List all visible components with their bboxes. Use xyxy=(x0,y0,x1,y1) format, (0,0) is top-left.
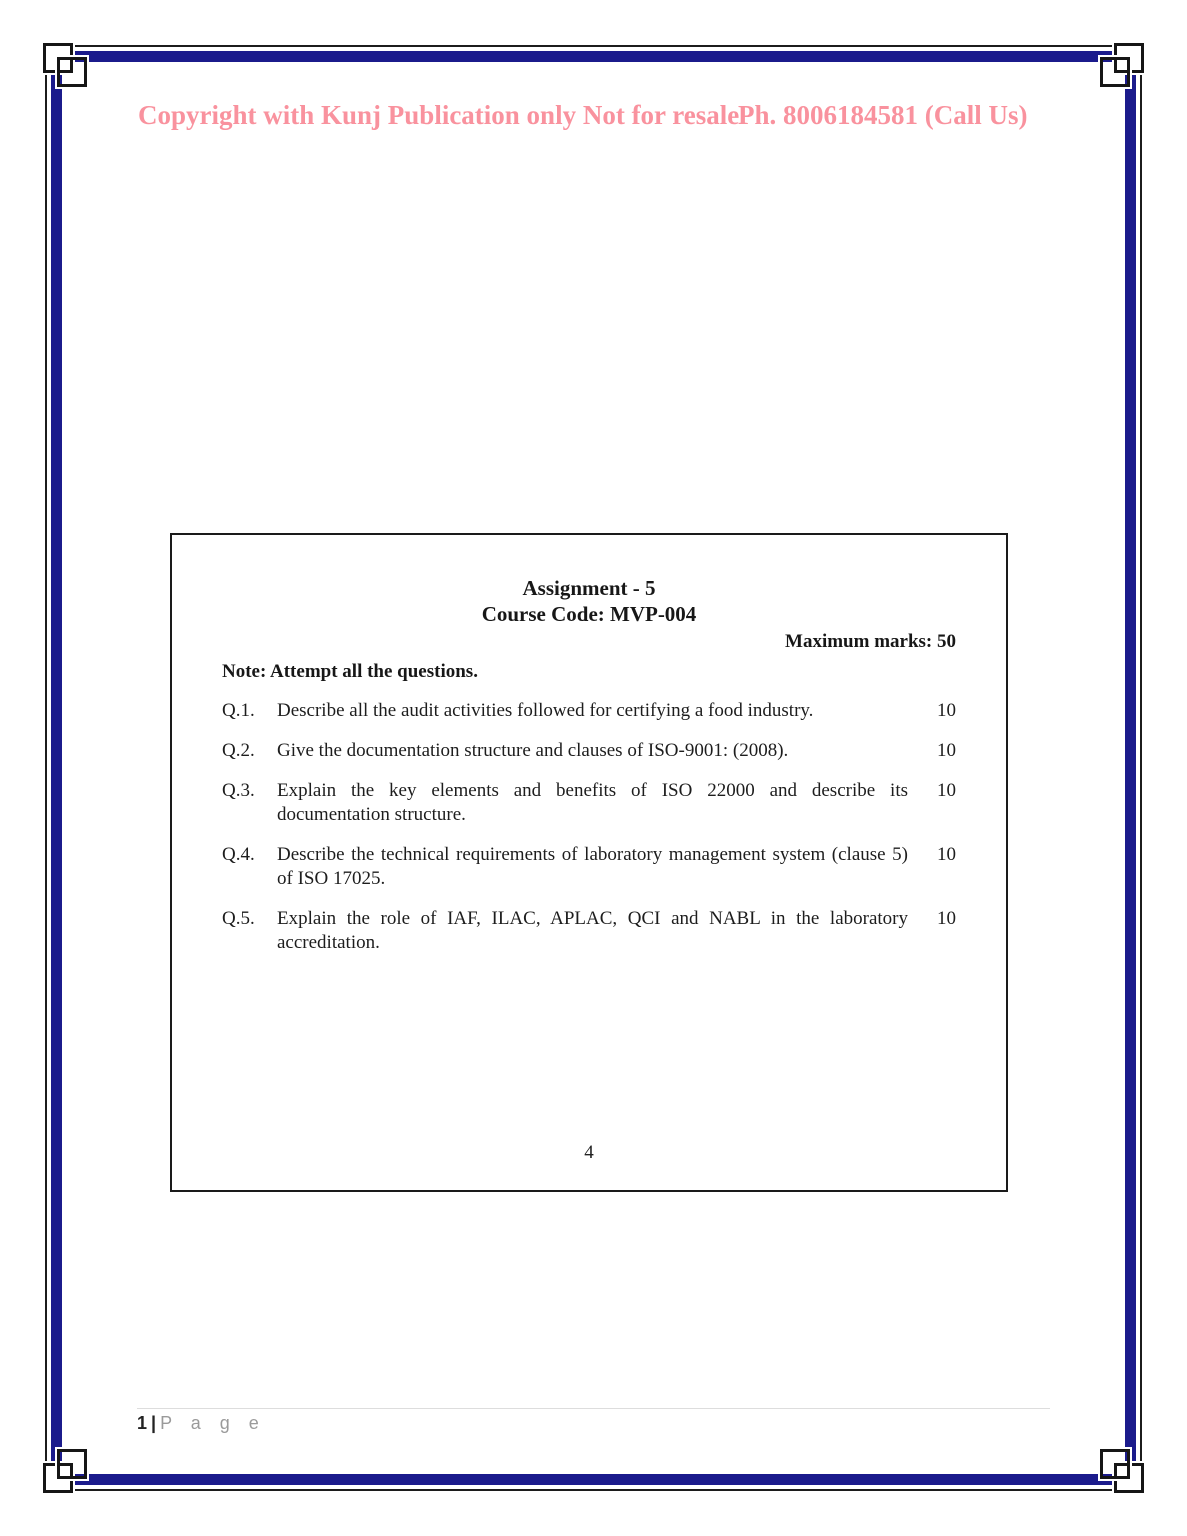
footer-page-label xyxy=(137,1413,266,1434)
corner-ornament-top-right-inner xyxy=(1100,57,1130,87)
copyright-text: Copyright with Kunj Publication only Not for resale xyxy=(138,100,740,130)
corner-ornament-bottom-right-inner xyxy=(1100,1449,1130,1479)
question-text: Explain the role of IAF, ILAC, APLAC, QCI and NABL in the laboratory accreditation. xyxy=(277,908,908,953)
question-number: Q.5. xyxy=(222,908,255,929)
question-number: Q.4. xyxy=(222,844,255,865)
course-code: Course Code: MVP-004 xyxy=(481,602,697,626)
inner-page-number: 4 xyxy=(584,1142,594,1163)
copyright-header xyxy=(138,100,1067,131)
question-marks: 10 xyxy=(937,740,956,761)
question-text: Give the documentation structure and clauses of ISO-9001: (2008). xyxy=(277,740,789,761)
question-row xyxy=(222,699,956,723)
question-row xyxy=(222,779,956,827)
corner-ornament-bottom-left-inner xyxy=(57,1449,87,1479)
question-marks: 10 xyxy=(937,908,956,929)
footer-page-number: 1 xyxy=(137,1413,150,1433)
max-marks: Maximum marks: 50 xyxy=(785,631,956,652)
footer-divider xyxy=(137,1408,1050,1409)
question-text: Describe all the audit activities followed for certifying a food industry. xyxy=(277,700,814,721)
question-number: Q.2. xyxy=(222,740,255,761)
question-row xyxy=(222,907,956,955)
question-text: Describe the technical requirements of laboratory management system (clause 5) of ISO 17025. xyxy=(277,844,908,889)
question-row xyxy=(222,843,956,891)
assignment-title: Assignment - 5 xyxy=(522,576,656,600)
question-marks: 10 xyxy=(937,844,956,865)
corner-ornament-top-left-inner xyxy=(57,57,87,87)
question-list xyxy=(222,699,956,955)
question-number: Q.1. xyxy=(222,700,255,721)
phone-text: Ph. 8006184581 (Call Us) xyxy=(738,100,1028,130)
question-marks: 10 xyxy=(937,780,956,801)
question-number: Q.3. xyxy=(222,780,255,801)
question-marks: 10 xyxy=(937,700,956,721)
question-text: Explain the key elements and benefits of ISO 22000 and describe its documentation structure. xyxy=(277,780,908,825)
assignment-box xyxy=(170,533,1008,1192)
question-row xyxy=(222,739,956,763)
footer-separator: | xyxy=(151,1413,157,1433)
footer-page-text: P a g e xyxy=(160,1413,266,1433)
note-line: Note: Attempt all the questions. xyxy=(222,661,478,682)
